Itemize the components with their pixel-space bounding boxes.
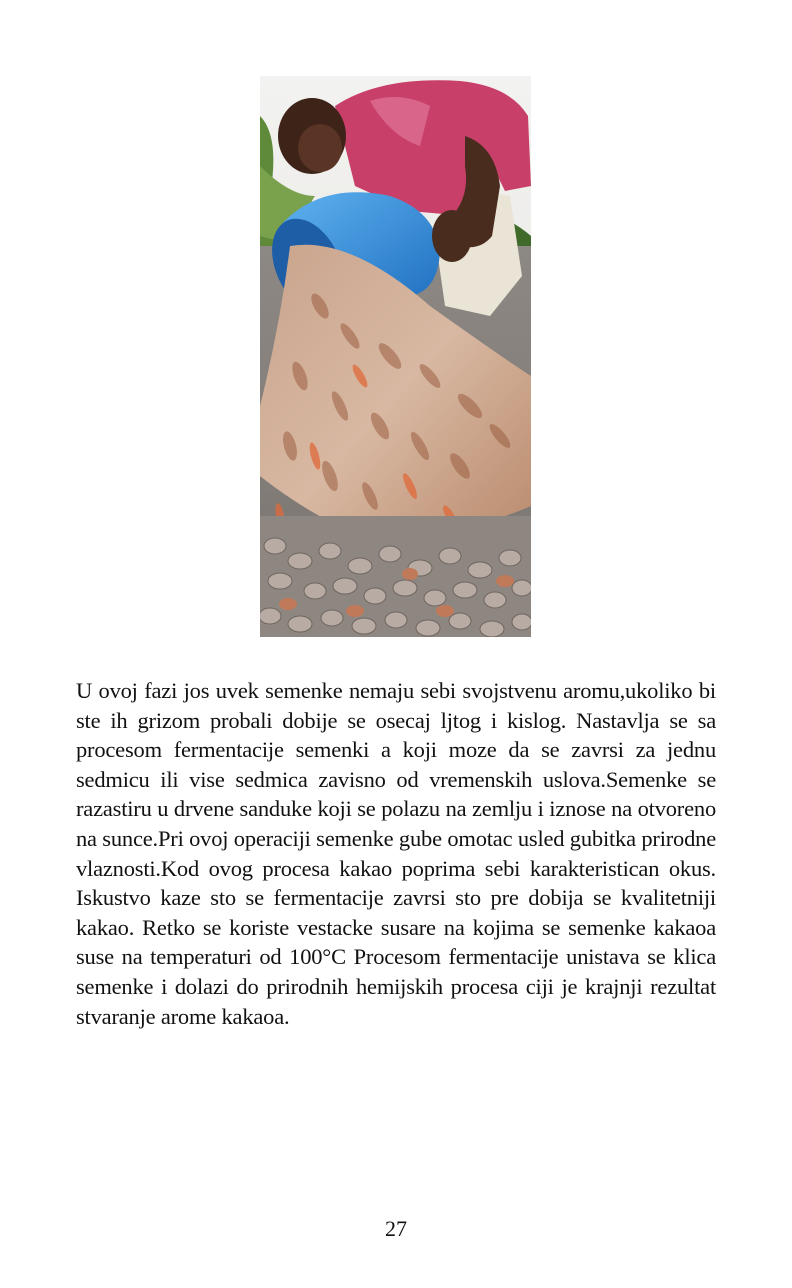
- page-number: 27: [385, 1216, 407, 1241]
- bean-pile: [260, 516, 531, 637]
- cocoa-beans-photo: [260, 76, 531, 637]
- body-paragraph: U ovoj fazi jos uvek semenke nemaju sebi svojstvenu aromu,ukoliko bi ste ih grizom probali dobije se osecaj ljtog i kislog. Nastavlja se sa procesom fermentacije semenki a koji moze da se zavrsi za jednu sedmicu ili vise sedmica zavisno od vremenskih uslova.Semenke se razastiru u drvene sanduke koji se polazu na zemlju i iznose na otvoreno na sunce.Pri ovoj operaciji semenke gube omotac usled gubitka prirodne vlaznosti.Kod ovog procesa kakao poprima sebi karakteristican okus. Iskustvo kaze sto se fermentacije zavrsi sto pre dobija se kvalitetniji kakao. Retko se koriste vestacke susare na kojima se semenke kakaoa suse na temperaturi od 100°C Procesom fermentacije unistava se klica semenke i dolazi do prirodnih hemijskih procesa ciji je krajnji rezultat stvaranje arome kakaoa.: [76, 678, 716, 1029]
